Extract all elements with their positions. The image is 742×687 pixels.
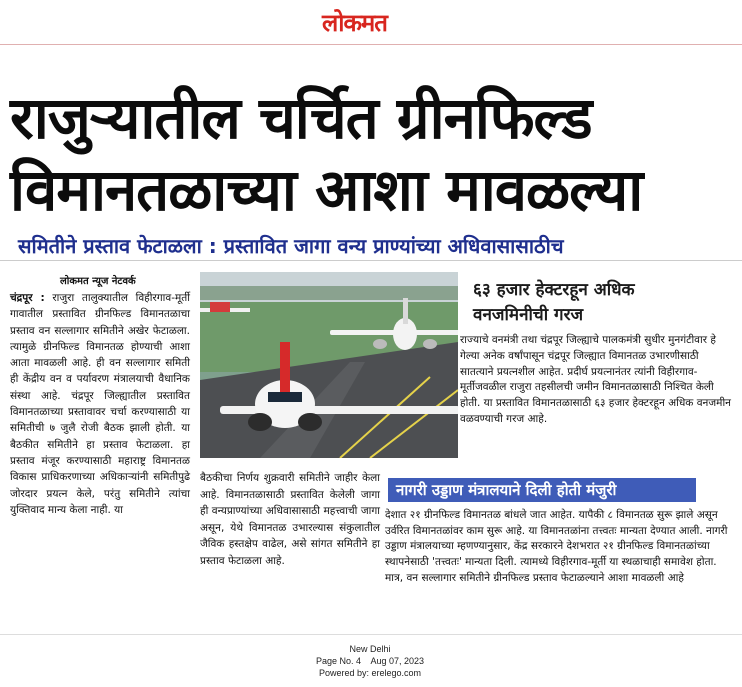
article-text-left: राजुरा तालुक्यातील विहीरगाव-मूर्ती गावातील प्रस्तावित ग्रीनफिल्ड विमानतळाचा प्रस्ताव वन सल्लागार समितीने अखेर फेटाळला. त्यामुळे ग्रीनफिल्ड विमानतळ होण्याची आशा आता मावळली आहे. ही वन सल्लागार समिती ही केंद्रीय वन व पर्यावरण मंत्रालयाची वैधानिक संस्था आहे. चंद्रपूर जिल्ह्यातील प्रस्तावित विमानतळाच्या प्रस्तावावर चर्चा करण्यासाठी या समितीची ७ जुलै रोजी बैठक झाली होती. या बैठकीत समितीने हा प्रस्ताव फेटाळला. हा प्रस्ताव मंजूर करण्यासाठी महाराष्ट्र विमानतळ विकास प्राधिकरणाच्या अधिकाऱ्यांनी समितीपुढे जोरदार प्रयत्न केले, परंतु समितीने त्यांचा युक्तिवाद मान्य केला नाही. या — [10, 292, 190, 516]
footer — [300, 643, 440, 679]
section-band-title: नागरी उड्डाण मंत्रालयाने दिली होती मंजुरी — [388, 478, 696, 502]
dateline: चंद्रपूर : — [10, 292, 45, 304]
airport-photo-illustration — [200, 272, 458, 458]
article-column-left — [10, 290, 190, 518]
article-column-middle: बैठकीचा निर्णय शुक्रवारी समितीने जाहीर केला आहे. विमानतळासाठी प्रस्तावित केलेली जागा ही वन्यप्राण्यांच्या अधिवासासाठी महत्त्वाची जागा असून, येथे विमानतळ उभारल्यास संकुलातील जैविक हस्तक्षेप वाढेल, असे सांगत समितीने हा प्रस्ताव फेटाळला आहे. — [200, 472, 380, 567]
footer-powered-by[interactable]: Powered by: erelego.com — [318, 668, 422, 678]
sidebar-title-line-2: वनजमिनीची गरज — [473, 305, 584, 325]
headline-line-1: राजुऱ्यातील चर्चित ग्रीनफिल्ड — [10, 84, 592, 152]
sidebar-title-line-1: ६३ हजार हेक्टरहून अधिक — [473, 280, 635, 300]
masthead — [0, 0, 742, 45]
footer-page-date — [300, 655, 440, 667]
divider — [0, 260, 742, 261]
section-band-text: देशात २१ ग्रीनफिल्ड विमानतळ बांधले जात आहेत. यापैकी ८ विमानतळ सुरू झाले असून उर्वरित विमानतळांवर काम सुरू आहे. या विमानतळांना तत्त्वतः मान्यता देण्यात आली. नागरी उड्डाण मंत्रालयाच्या म्हणण्यानुसार, केंद्र सरकारने देशभरात २१ ग्रीनफिल्ड विमानतळांच्या स्थापनेसाठी 'तत्त्वतः' मान्यता दिली. त्यामध्ये विहीरगाव-मूर्ती या स्थळाचाही समावेश होता. मात्र, वन सल्लागार समितीने ग्रीनफिल्ड प्रस्ताव फेटाळल्याने आशा मावळली आहे — [385, 509, 728, 584]
subheadline: समितीने प्रस्ताव फेटाळला : प्रस्तावित जागा वन्य प्राण्यांच्या अधिवासासाठीच — [18, 234, 564, 258]
sidebar-text: राज्याचे वनमंत्री तथा चंद्रपूर जिल्ह्याचे पालकमंत्री सुधीर मुनगंटीवार हे गेल्या अनेक वर्षांपासून चंद्रपूर जिल्ह्यात विमानतळ उभारणीसाठी सातत्याने प्रयत्नशील आहेत. प्रदीर्घ प्रयत्नानंतर त्यांनी विहीरगाव-मूर्तीजवळील राजुरा तहसीलची जमीन विमानतळासाठी निश्चित केली होती. या प्रस्तावित विमानतळासाठी ६३ हजार हेक्टरहून अधिक वनजमीन वळवण्याची गरज आहे. — [460, 334, 731, 425]
footer-divider — [0, 634, 742, 635]
footer-page: Page No. 4 — [315, 656, 361, 666]
footer-date: Aug 07, 2023 — [370, 656, 425, 666]
sidebar-title — [473, 278, 723, 328]
headline-line-2: विमानतळाच्या आशा मावळल्या — [10, 156, 643, 224]
footer-city: New Delhi — [349, 644, 391, 654]
newspaper-logo: लोकमत — [322, 8, 387, 37]
byline: लोकमत न्यूज नेटवर्क — [60, 276, 136, 287]
airport-photo — [200, 272, 458, 458]
